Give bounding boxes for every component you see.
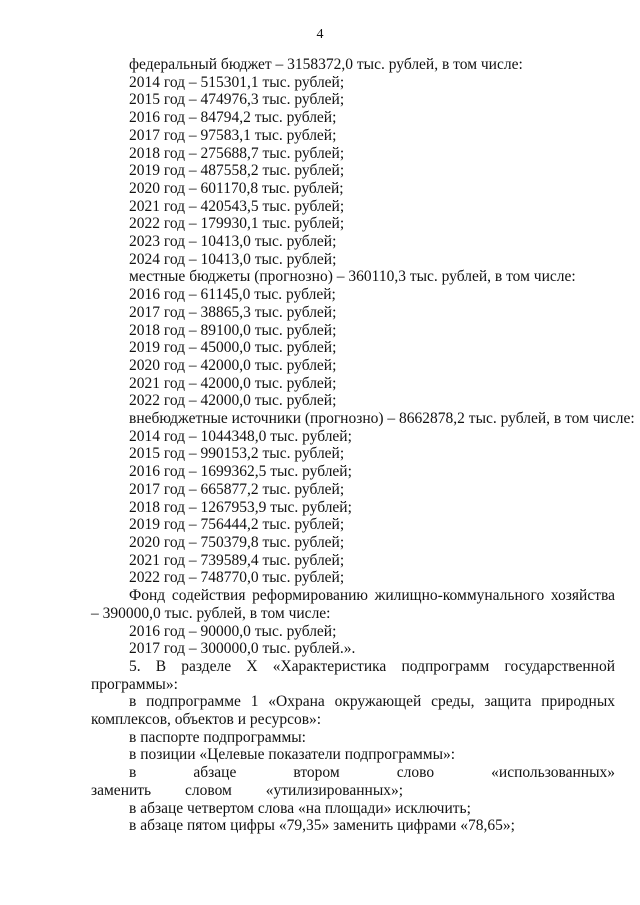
local-year-line: 2018 год – 89100,0 тыс. рублей; [129,321,337,339]
local-year-line: 2017 год – 38865,3 тыс. рублей; [129,303,337,321]
local-year-line: 2020 год – 42000,0 тыс. рублей; [129,356,337,374]
federal-year-line: 2023 год – 10413,0 тыс. рублей; [129,233,337,251]
federal-year-line: 2022 год – 179930,1 тыс. рублей; [129,215,345,233]
extrabudget-year-line: 2014 год – 1044348,0 тыс. рублей; [129,427,352,445]
federal-year-line: 2014 год – 515301,1 тыс. рублей; [129,73,345,91]
extrabudget-year-line: 2022 год – 748770,0 тыс. рублей; [129,569,345,587]
amendment-passport: в паспорте подпрограммы: [129,728,306,746]
extrabudget-year-line: 2021 год – 739589,4 тыс. рублей; [129,551,345,569]
extrabudget-year-line: 2015 год – 990153,2 тыс. рублей; [129,445,345,463]
fund-year-line: 2017 год – 300000,0 тыс. рублей.». [129,640,356,658]
fund-year-line: 2016 год – 90000,0 тыс. рублей; [129,622,337,640]
amendment-position: в позиции «Целевые показатели подпрограммы»: [129,746,456,764]
federal-year-line: 2015 год – 474976,3 тыс. рублей; [129,91,345,109]
amendment-subprogram: в подпрограмме 1 «Охрана окружающей среды, защита природных комплексов, объектов и ресурсов»: [91,693,615,729]
extrabudget-year-line: 2019 год – 756444,2 тыс. рублей; [129,516,345,534]
federal-year-line: 2021 год – 420543,5 тыс. рублей; [129,197,345,215]
document-body [0,56,640,835]
local-budget-header: местные бюджеты (прогнозно) – 360110,3 тыс. рублей, в том числе: [129,268,576,286]
extrabudget-year-line: 2020 год – 750379,8 тыс. рублей; [129,533,345,551]
extrabudget-year-line: 2016 год – 1699362,5 тыс. рублей; [129,463,352,481]
local-year-line: 2016 год – 61145,0 тыс. рублей; [129,286,336,304]
federal-year-line: 2016 год – 84794,2 тыс. рублей; [129,109,337,127]
federal-year-line: 2018 год – 275688,7 тыс. рублей; [129,144,345,162]
federal-budget-header: федеральный бюджет – 3158372,0 тыс. рублей, в том числе: [129,56,523,73]
federal-year-line: 2019 год – 487558,2 тыс. рублей; [129,162,345,180]
federal-year-line: 2024 год – 10413,0 тыс. рублей; [129,250,337,268]
local-year-line: 2021 год – 42000,0 тыс. рублей; [129,374,337,392]
federal-year-line: 2020 год – 601170,8 тыс. рублей; [129,179,344,197]
fund-header: Фонд содействия реформированию жилищно-коммунального хозяйства – 390000,0 тыс. рублей, в том числе: [91,587,615,622]
page-number: 4 [316,27,324,42]
amendment-fifth-paragraph: в абзаце пятом цифры «79,35» заменить цифрами «78,65»; [129,817,515,835]
amendment-second-paragraph: в абзаце втором слово «использованных» заменить словом «утилизированных»; [91,764,615,799]
extrabudget-header: внебюджетные источники (прогнозно) – 8662878,2 тыс. рублей, в том числе: [129,410,635,428]
extrabudget-year-line: 2018 год – 1267953,9 тыс. рублей; [129,498,352,516]
local-year-line: 2022 год – 42000,0 тыс. рублей; [129,392,337,410]
amendment-item-5: 5. В разделе X «Характеристика подпрограмм государственной программы»: [91,657,615,693]
extrabudget-year-line: 2017 год – 665877,2 тыс. рублей; [129,480,345,498]
amendment-fourth-paragraph: в абзаце четвертом слова «на площади» исключить; [129,799,471,817]
local-year-line: 2019 год – 45000,0 тыс. рублей; [129,339,337,357]
federal-year-line: 2017 год – 97583,1 тыс. рублей; [129,126,337,144]
